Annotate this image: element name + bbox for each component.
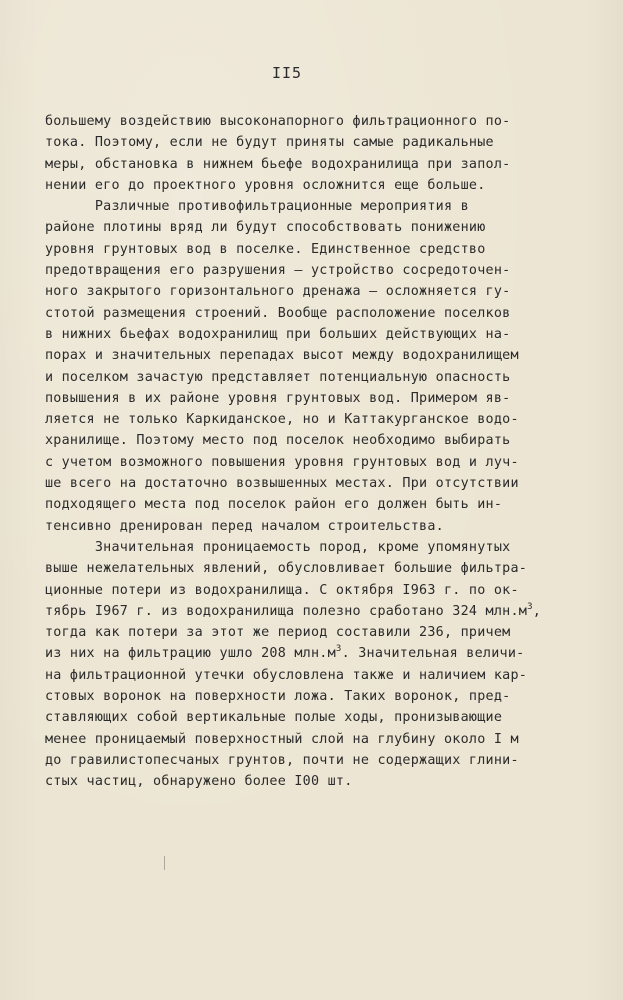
page-number: II5 (272, 64, 303, 82)
text-line: и поселком зачастую представляет потенциальную опасность (45, 369, 511, 385)
text-line: порах и значительных перепадах высот между водохранилищем (45, 348, 519, 364)
text-line: меры, обстановка в нижнем бьефе водохранилища при запол- (45, 156, 511, 172)
text-line: до гравилистопесчаных грунтов, почти не содержащих глини- (45, 752, 519, 768)
body-text (45, 111, 605, 793)
text-line: тенсивно дренирован перед началом строительства. (45, 518, 444, 534)
pen-mark (164, 856, 165, 870)
text-line: предотвращения его разрушения – устройство сосредоточен- (45, 263, 511, 279)
superscript: 3 (527, 601, 533, 612)
text-line: повышения в их районе уровня грунтовых вод. Примером яв- (45, 390, 511, 406)
text-line (45, 643, 605, 664)
text-line (45, 601, 605, 622)
text-line: нении его до проектного уровня осложнится еще больше. (45, 177, 486, 193)
text-line: ционные потери из водохранилища. С октября I963 г. по ок- (45, 582, 519, 598)
text-line: ставляющих собой вертикальные полые ходы, пронизывающие (45, 710, 503, 726)
text-line: стовых воронок на поверхности ложа. Таких воронок, пред- (45, 689, 511, 705)
text-line: ше всего на достаточно возвышенных местах. При отсутствии (45, 476, 519, 492)
text-line: хранилище. Поэтому место под поселок необходимо выбирать (45, 433, 511, 449)
superscript: 3 (335, 644, 342, 655)
line-tail: , (532, 603, 542, 619)
text-line: тогда как потери за этот же период составили 236, причем (45, 625, 511, 641)
text-line: большему воздействию высоконапорного фильтрационного по- (45, 114, 511, 129)
text-line: на фильтрационной утечки обусловлена также и наличием кар- (45, 667, 528, 683)
text-line: менее проницаемый поверхностный слой на глубину около I м (45, 731, 519, 747)
text-line: подходящего места под поселок район его должен быть ин- (45, 497, 503, 513)
line-text: из них на фильтрацию ушло 208 млн.м (45, 646, 336, 662)
text-line: уровня грунтовых вод в поселке. Единственное средство (45, 241, 486, 257)
text-line: с учетом возможного повышения уровня грунтовых вод и луч- (45, 454, 519, 470)
line-text: тябрь I967 г. из водохранилища полезно сработано 324 млн.м (45, 603, 528, 619)
text-line: выше нежелательных явлений, обусловливает большие фильтра- (45, 561, 528, 577)
text-line: стых частиц, обнаружено более I00 шт. (45, 774, 353, 790)
text-line: ного закрытого горизонтального дренажа – осложняется гу- (45, 284, 511, 300)
text-line: стотой размещения строений. Вообще расположение поселков (45, 305, 511, 321)
text-line: Различные противофильтрационные мероприятия в (45, 199, 469, 215)
text-line: тока. Поэтому, если не будут приняты самые радикальные (45, 135, 494, 151)
text-line: Значительная проницаемость пород, кроме упомянутых (45, 539, 511, 555)
text-line: ляется не только Каркиданское, но и Каттакурганское водо- (45, 412, 519, 428)
line-tail: . Значительная величи- (341, 646, 525, 662)
text-line: в нижних бьефах водохранилищ при больших действующих на- (45, 326, 511, 342)
text-line: районе плотины вряд ли будут способствовать понижению (45, 220, 486, 236)
